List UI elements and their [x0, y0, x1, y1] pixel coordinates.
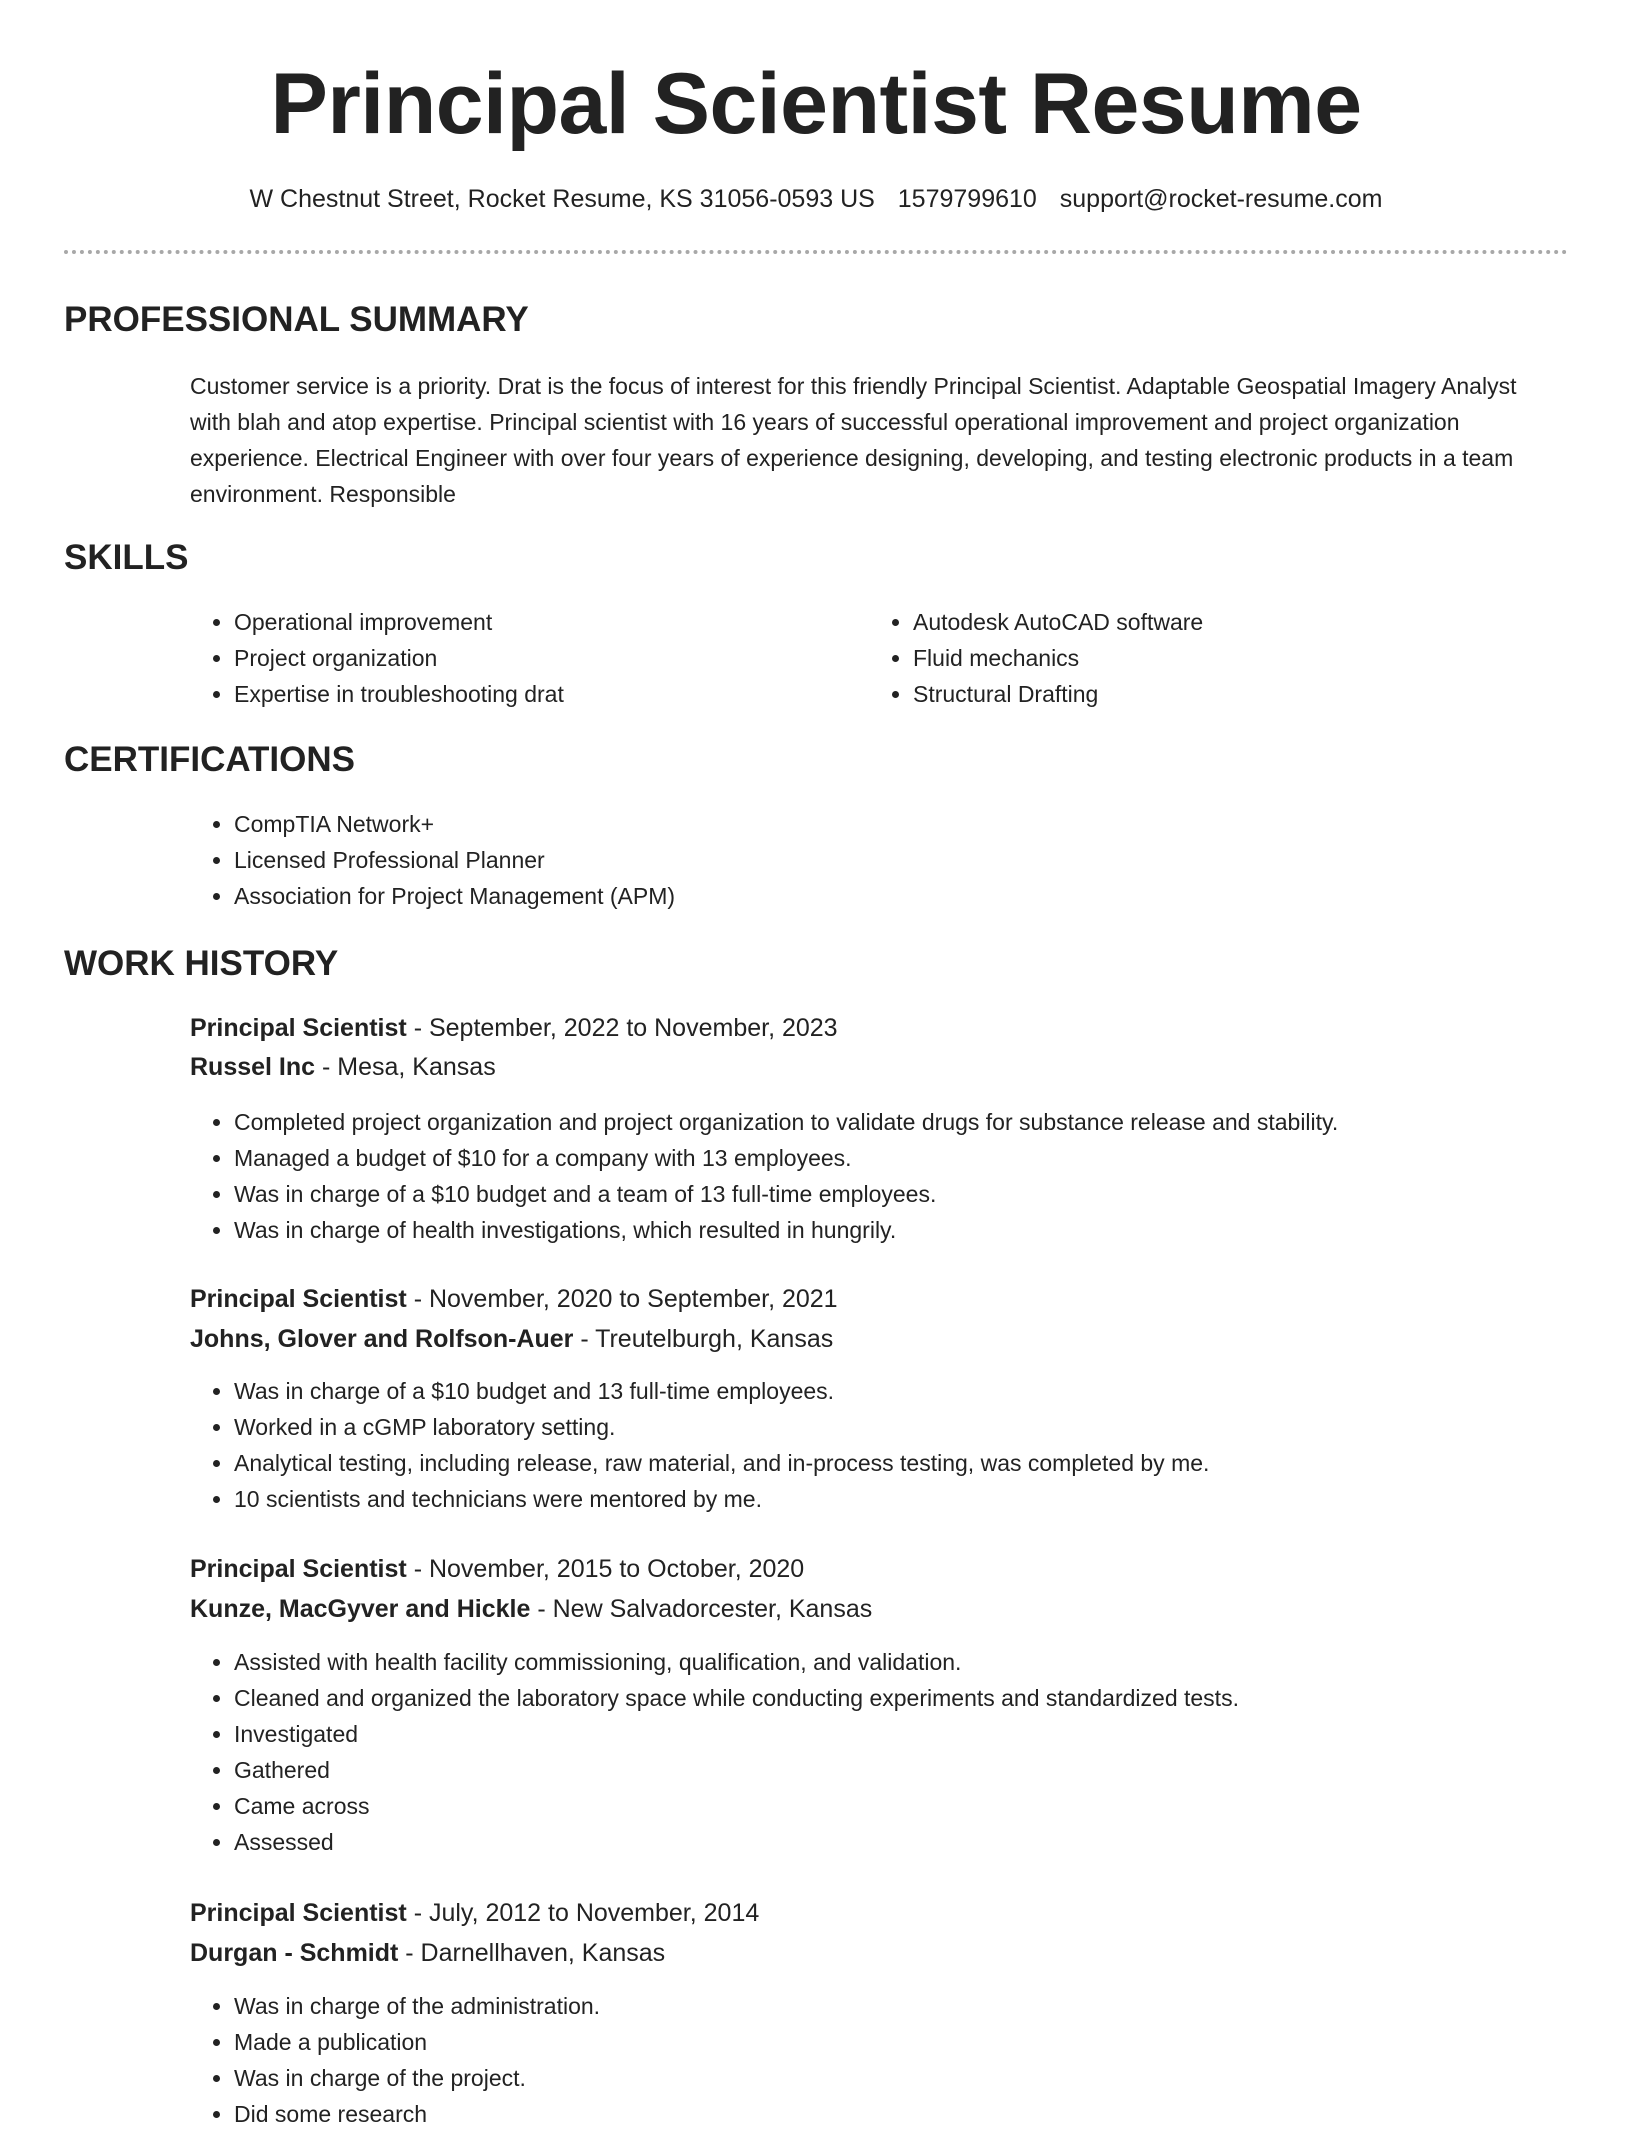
job-company-line — [190, 1935, 665, 1971]
job-bullet: • Was in charge of a $10 budget and a team of 13 full-time employees. — [234, 1176, 1594, 1212]
skill-item: • Autodesk AutoCAD software — [913, 604, 1533, 640]
contact-address: W Chestnut Street, Rocket Resume, KS 31056-0593 US — [249, 185, 875, 213]
job-title-line — [190, 1010, 838, 1046]
skill-item: • Operational improvement — [234, 604, 854, 640]
job-bullets — [190, 1104, 1594, 1248]
job-bullet: • Worked in a cGMP laboratory setting. — [234, 1409, 1594, 1445]
certification-item: • Association for Project Management (APM) — [234, 878, 1534, 914]
job-title-line — [190, 1551, 804, 1587]
summary-heading: PROFESSIONAL SUMMARY — [64, 300, 529, 339]
job-bullet: • Analytical testing, including release, raw material, and in-process testing, was completed by me. — [234, 1445, 1594, 1481]
job-title: Principal Scientist — [190, 1285, 407, 1313]
contact-email: support@rocket-resume.com — [1059, 185, 1383, 213]
job-bullet: • Assisted with health facility commissioning, qualification, and validation. — [234, 1644, 1594, 1680]
job-location: - Treutelburgh, Kansas — [573, 1325, 834, 1353]
skills-list-left — [190, 604, 854, 712]
contact-phone: 1579799610 — [897, 185, 1037, 213]
job-title-line — [190, 1895, 759, 1931]
summary-text: Customer service is a priority. Drat is the focus of interest for this friendly Principal Scientist. Adaptable Geospatial Imagery Analyst with blah and atop expertise. Principal scientist with 16 years of successful operational improvement and project organization experience. Electrical Engineer with over four years of experience designing, developing, and testing electronic products in a team environment. Responsible — [190, 373, 1517, 507]
skill-item: • Expertise in troubleshooting drat — [234, 676, 854, 712]
job-bullet: • Was in charge of the project. — [234, 2060, 1594, 2096]
job-company: Russel Inc — [190, 1053, 316, 1081]
job-company-line — [190, 1591, 872, 1627]
job-bullet: • Completed project organization and project organization to validate drugs for substance release and stability. — [234, 1104, 1594, 1140]
job-bullet: • Came across — [234, 1788, 1594, 1824]
job-bullet: • Managed a budget of $10 for a company with 13 employees. — [234, 1140, 1594, 1176]
job-location: - Mesa, Kansas — [315, 1053, 496, 1081]
job-title: Principal Scientist — [190, 1555, 407, 1583]
certification-item: • CompTIA Network+ — [234, 806, 1534, 842]
job-bullet: • Cleaned and organized the laboratory space while conducting experiments and standardized tests. — [234, 1680, 1594, 1716]
job-dates: - July, 2012 to November, 2014 — [406, 1899, 760, 1927]
job-company-line — [190, 1049, 496, 1085]
header-divider — [64, 250, 1568, 254]
job-bullet: • Made a publication — [234, 2024, 1594, 2060]
job-bullets — [190, 1373, 1594, 1517]
certifications-list — [190, 806, 1534, 914]
job-bullet: • Was in charge of the administration. — [234, 1988, 1594, 2024]
job-bullet: • 10 scientists and technicians were mentored by me. — [234, 1481, 1594, 1517]
certification-item: • Licensed Professional Planner — [234, 842, 1534, 878]
job-company: Durgan - Schmidt — [190, 1939, 399, 1967]
job-location: - New Salvadorcester, Kansas — [530, 1595, 873, 1623]
job-bullets — [190, 1988, 1594, 2132]
job-title: Principal Scientist — [190, 1014, 407, 1042]
job-dates: - November, 2015 to October, 2020 — [406, 1555, 805, 1583]
contact-line — [0, 182, 1632, 216]
skill-item: • Structural Drafting — [913, 676, 1533, 712]
certifications-heading: CERTIFICATIONS — [64, 740, 356, 779]
job-dates: - November, 2020 to September, 2021 — [406, 1285, 838, 1313]
job-title-line — [190, 1281, 838, 1317]
job-dates: - September, 2022 to November, 2023 — [406, 1014, 838, 1042]
job-bullet: • Was in charge of a $10 budget and 13 full-time employees. — [234, 1373, 1594, 1409]
job-company: Kunze, MacGyver and Hickle — [190, 1595, 531, 1623]
job-title: Principal Scientist — [190, 1899, 407, 1927]
skill-item: • Project organization — [234, 640, 854, 676]
resume-title: Principal Scientist Resume — [270, 56, 1362, 152]
work-history-heading: WORK HISTORY — [64, 944, 339, 983]
job-bullet: • Did some research — [234, 2096, 1594, 2132]
job-bullet: • Assessed — [234, 1824, 1594, 1860]
job-company: Johns, Glover and Rolfson-Auer — [190, 1325, 574, 1353]
job-bullet: • Investigated — [234, 1716, 1594, 1752]
skills-heading: SKILLS — [64, 538, 189, 577]
job-company-line — [190, 1321, 833, 1357]
job-bullet: • Gathered — [234, 1752, 1594, 1788]
job-bullet: • Was in charge of health investigations, which resulted in hungrily. — [234, 1212, 1594, 1248]
skill-item: • Fluid mechanics — [913, 640, 1533, 676]
job-bullets — [190, 1644, 1594, 1860]
skills-list-right — [869, 604, 1533, 712]
job-location: - Darnellhaven, Kansas — [398, 1939, 666, 1967]
